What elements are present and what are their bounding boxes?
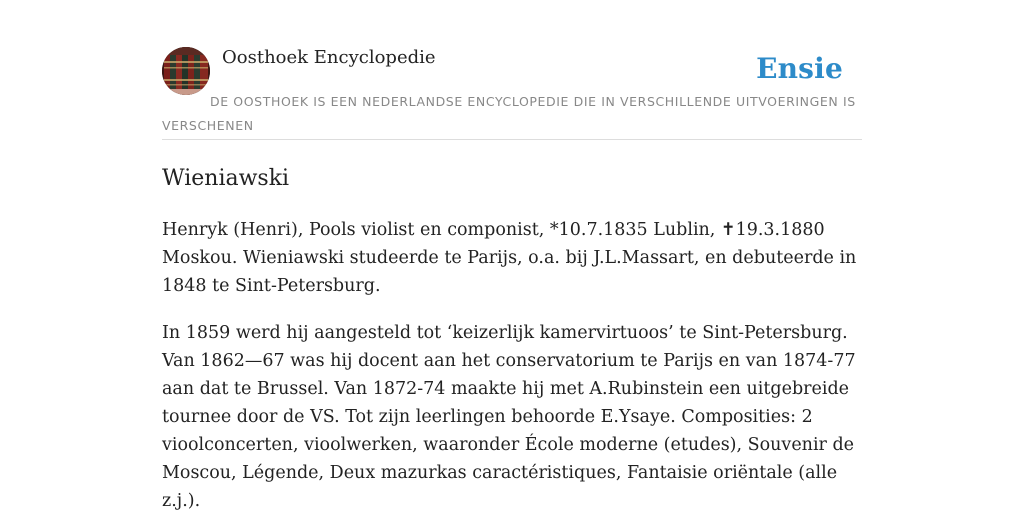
ensie-logo[interactable]: Ensie — [756, 52, 843, 85]
page-container — [162, 0, 862, 512]
source-avatar[interactable] — [162, 47, 210, 95]
source-tagline: DE OOSTHOEK IS EEN NEDERLANDSE ENCYCLOPEDIE DIE IN VERSCHILLENDE UITVOERINGEN IS VERSCHENEN — [162, 94, 856, 133]
article-paragraph-1: Henryk (Henri), Pools violist en componist, *10.7.1835 Lublin, ✝19.3.1880 Moskou. Wieniawski studeerde te Parijs, o.a. bij J.L.Massart, en debuteerde in 1848 te Sint-Petersburg. — [162, 220, 857, 296]
encyclopedia-books-icon — [162, 47, 210, 95]
source-name-link[interactable]: Oosthoek Encyclopedie — [222, 47, 436, 68]
article-title: Wieniawski — [162, 166, 290, 191]
header-divider — [162, 139, 862, 140]
article-paragraph-2: In 1859 werd hij aangesteld tot ‘keizerlijk kamervirtuoos’ te Sint-Petersburg. Van 1862—67 was hij docent aan het conservatorium te Parijs en van 1874-77 aan dat te Brussel. Van 1872-74 maakte hij met A.Rubinstein een uitgebreide tournee door de VS. Tot zijn leerlingen behoorde E.Ysaye. Composities: 2 vioolconcerten, vioolwerken, waaronder École moderne (etudes), Souvenir de Moscou, Légende, Deux mazurkas caractéristiques, Fantaisie oriëntale (alle z.j.). — [162, 323, 856, 511]
